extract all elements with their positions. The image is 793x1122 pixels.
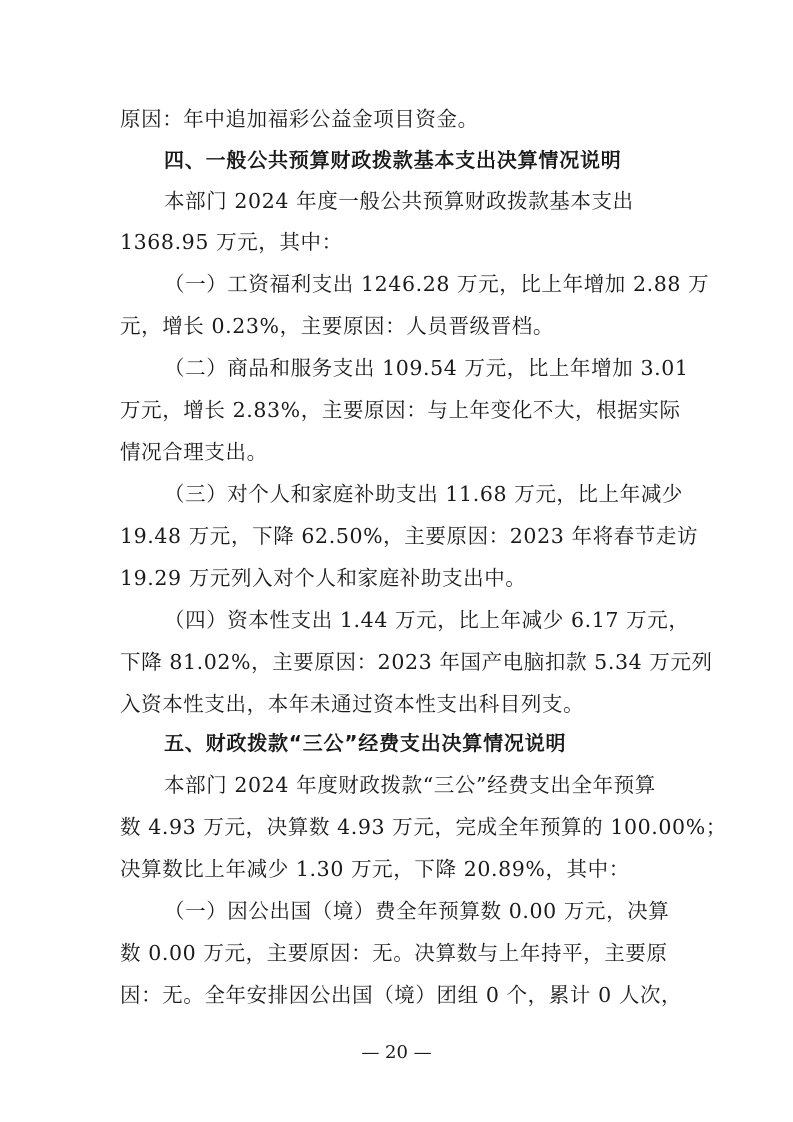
- body-line: （四）资本性支出 1.44 万元，比上年减少 6.17 万元，: [164, 608, 690, 632]
- body-line: 数 4.93 万元，决算数 4.93 万元，完成全年预算的 100.00%；: [120, 815, 727, 839]
- body-line: （一）工资福利支出 1246.28 万元，比上年增加 2.88 万: [164, 272, 710, 296]
- body-line: 数 0.00 万元，主要原因：无。决算数与上年持平，主要原: [120, 941, 668, 965]
- body-line: 原因：年中追加福彩公益金项目资金。: [120, 107, 479, 131]
- body-line: （一）因公出国（境）费全年预算数 0.00 万元，决算: [164, 899, 670, 923]
- body-line: （三）对个人和家庭补助支出 11.68 万元，比上年减少: [164, 482, 684, 506]
- body-line: 下降 81.02%，主要原因：2023 年国产电脑扣款 5.34 万元列: [120, 650, 713, 674]
- body-line: 19.29 万元列入对个人和家庭补助支出中。: [120, 566, 527, 590]
- body-line: 情况合理支出。: [120, 440, 268, 464]
- section-heading: 四、一般公共预算财政拨款基本支出决算情况说明: [164, 148, 622, 172]
- body-line: 本部门 2024 年度财政拨款“三公”经费支出全年预算: [164, 773, 656, 797]
- body-line: 19.48 万元，下降 62.50%，主要原因：2023 年将春节走访: [120, 524, 699, 548]
- body-line: （二）商品和服务支出 109.54 万元，比上年增加 3.01: [164, 356, 689, 380]
- page-number: — 20 —: [361, 1042, 432, 1063]
- body-line: 决算数比上年减少 1.30 万元，下降 20.89%，其中：: [120, 857, 630, 881]
- body-line: 入资本性支出，本年未通过资本性支出科目列支。: [120, 692, 585, 716]
- body-line: 万元，增长 2.83%，主要原因：与上年变化不大，根据实际: [120, 398, 681, 422]
- body-line: 因：无。全年安排因公出国（境）团组 0 个，累计 0 人次，: [120, 983, 683, 1007]
- body-line: 本部门 2024 年度一般公共预算财政拨款基本支出: [164, 189, 634, 213]
- body-line: 元，增长 0.23%，主要原因：人员晋级晋档。: [120, 314, 554, 338]
- section-heading: 五、财政拨款“三公”经费支出决算情况说明: [164, 731, 567, 755]
- body-line: 1368.95 万元，其中：: [120, 230, 343, 254]
